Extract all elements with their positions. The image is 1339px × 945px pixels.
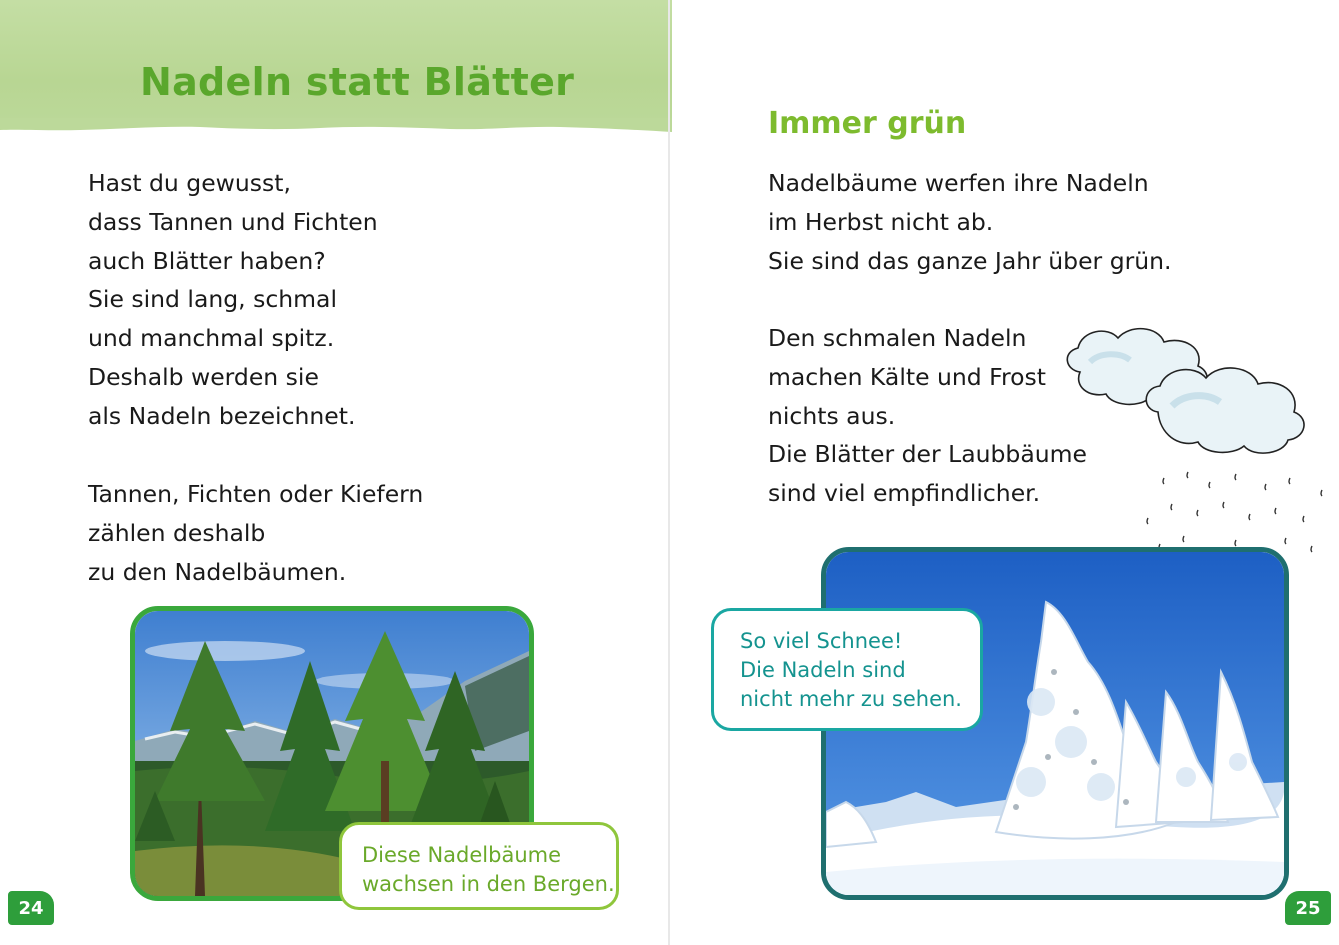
text-line: Nadelbäume werfen ihre Nadeln	[768, 169, 1149, 197]
photo-caption-left	[339, 822, 619, 910]
text-line: Sie sind lang, schmal	[88, 285, 337, 314]
text-line: und manchmal spitz.	[88, 324, 335, 353]
left-paragraph-2	[88, 475, 423, 591]
text-line: nichts aus.	[768, 401, 896, 430]
text-line: Hast du gewusst,	[88, 169, 291, 197]
text-line: zählen deshalb	[88, 518, 266, 547]
title-band-torn-edge	[0, 118, 672, 142]
caption-line: wachsen in den Bergen.	[362, 872, 615, 896]
page-number: 24	[8, 891, 54, 925]
text-line: zu den Nadelbäumen.	[88, 557, 347, 586]
left-page	[0, 0, 669, 945]
right-paragraph-2	[768, 319, 1087, 513]
caption-line: Die Nadeln sind	[740, 658, 906, 682]
text-line: Die Blätter der Laubbäume	[768, 440, 1087, 469]
page-title: Nadeln statt Blätter	[140, 60, 575, 104]
photo-caption-right	[711, 608, 983, 731]
text-line: machen Kälte und Frost	[768, 362, 1046, 391]
text-line: Sie sind das ganze Jahr über grün.	[768, 246, 1172, 275]
text-line: dass Tannen und Fichten	[88, 207, 378, 236]
text-line: im Herbst nicht ab.	[768, 207, 994, 236]
text-line: auch Blätter haben?	[88, 246, 326, 275]
text-line: sind viel empfindlicher.	[768, 479, 1041, 508]
left-paragraph-1	[88, 164, 378, 436]
text-line: Deshalb werden sie	[88, 362, 319, 391]
text-line: Tannen, Fichten oder Kiefern	[88, 480, 424, 508]
section-heading: Immer grün	[768, 106, 967, 141]
caption-line: So viel Schnee!	[740, 629, 903, 653]
page-number: 25	[1285, 891, 1331, 925]
caption-line: nicht mehr zu sehen.	[740, 687, 962, 711]
text-line: als Nadeln bezeichnet.	[88, 401, 356, 430]
snow-cloud-icon	[1060, 322, 1339, 562]
caption-line: Diese Nadelbäume	[362, 843, 562, 867]
text-line: Den schmalen Nadeln	[768, 324, 1027, 352]
right-paragraph-1	[768, 164, 1172, 280]
